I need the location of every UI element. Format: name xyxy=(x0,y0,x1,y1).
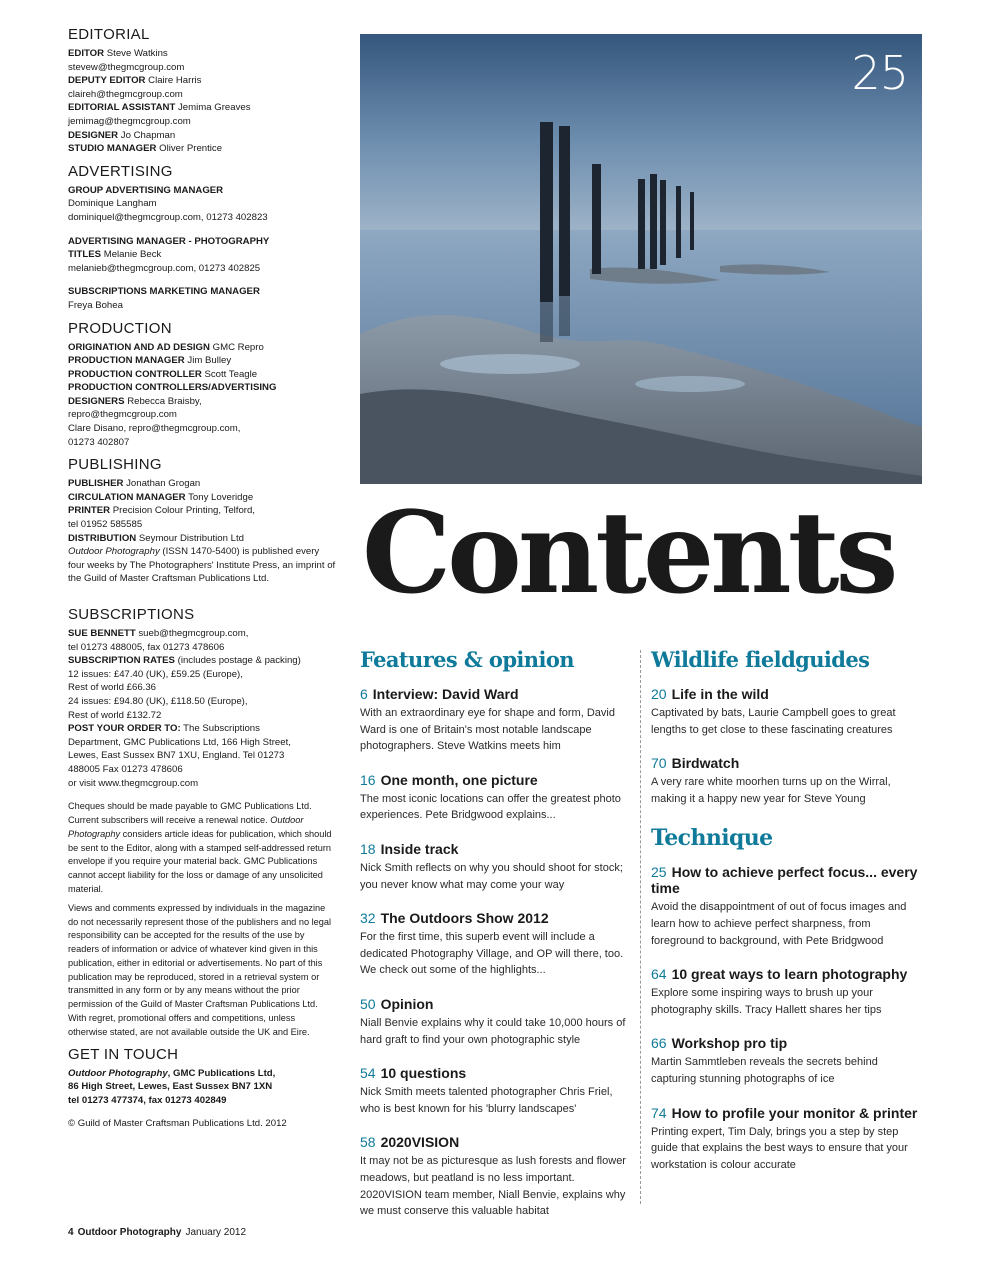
contents-item-page: 25 xyxy=(651,864,667,881)
contents-item[interactable] xyxy=(360,772,632,824)
credit-label: PRODUCTION CONTROLLER xyxy=(68,368,202,380)
contents-item-page: 20 xyxy=(651,686,667,702)
subscriptions-lines xyxy=(68,627,336,790)
credit-text: sueb@thegmcgroup.com, xyxy=(138,628,249,639)
tide-pool xyxy=(440,354,580,374)
credit-line xyxy=(68,722,336,736)
credit-line xyxy=(68,115,336,129)
contents-item[interactable] xyxy=(651,755,923,807)
credit-text: (includes postage & packing) xyxy=(177,655,301,667)
contents-item-heading: The Outdoors Show 2012 xyxy=(380,910,549,927)
technique-heading: Technique xyxy=(651,825,773,852)
credit-line xyxy=(68,668,336,682)
spacer xyxy=(68,275,336,285)
credit-text: melanieb@thegmcgroup.com, 01273 402825 xyxy=(68,262,261,274)
credit-text: repro@thegmcgroup.com xyxy=(68,409,177,421)
contents-item[interactable] xyxy=(360,1065,632,1117)
credit-text: 488005 Fax 01273 478606 xyxy=(68,763,183,775)
legal-paragraph-2: Views and comments expressed by individuals in the magazine do not necessarily represent those of the publishers and no legal responsibility can be accepted for the results of the use by readers of information or advice of whatever kind given in this publication, either in editorial or advertisements. No part of this publication may be reproduced, stored in a retrieval system or transmitted in any form or by any means without the prior permission of the Guild of Master Craftsman Publications Ltd. With regret, promotional offers and competitions, unless otherwise stated, are not available outside the UK and Eire. xyxy=(68,902,332,1037)
credit-label: CIRCULATION MANAGER xyxy=(68,491,186,503)
masthead-column xyxy=(68,26,336,1131)
credit-text: Department, GMC Publications Ltd, 166 High Street, xyxy=(68,736,291,748)
contents-item-heading: Workshop pro tip xyxy=(671,1035,788,1052)
contents-item-title xyxy=(651,1105,923,1121)
credit-label: ORIGINATION AND AD DESIGN xyxy=(68,341,210,353)
contents-item-page: 50 xyxy=(360,995,376,1012)
credit-label: EDITORIAL ASSISTANT xyxy=(68,102,176,114)
credit-text: 01273 402807 xyxy=(68,436,130,448)
credit-label: PRODUCTION MANAGER xyxy=(68,355,185,367)
contents-item-description: Nick Smith reflects on why you should shoot for stock; you never know what may come your way xyxy=(360,861,623,891)
subscriptions-heading: SUBSCRIPTIONS xyxy=(68,606,195,623)
credit-line xyxy=(68,197,336,211)
contents-item[interactable] xyxy=(360,910,632,979)
contents-item-description: Martin Sammtleben reveals the secrets behind capturing stunning photographs of ice xyxy=(651,1056,878,1085)
credit-line xyxy=(68,408,336,422)
production-heading: PRODUCTION xyxy=(68,319,172,337)
contact-italic: Outdoor Photography xyxy=(68,1067,168,1079)
credit-text: Rest of world £132.72 xyxy=(68,709,162,721)
contents-item-title xyxy=(360,841,632,857)
contents-item-page: 64 xyxy=(651,966,667,983)
credit-line xyxy=(68,262,336,276)
advertising-heading: ADVERTISING xyxy=(68,162,173,180)
credit-label: GROUP ADVERTISING MANAGER xyxy=(68,184,224,196)
technique-list xyxy=(651,864,923,1173)
credit-line xyxy=(68,74,336,88)
contact-heading: GET IN TOUCH xyxy=(68,1045,179,1063)
credit-line xyxy=(68,142,336,156)
wildlife-list xyxy=(651,686,923,807)
credit-text: stevew@thegmcgroup.com xyxy=(68,61,185,73)
spacer xyxy=(68,225,336,235)
contents-item-description: Niall Benvie explains why it could take 10,000 hours of hard graft to find your own photographic style xyxy=(360,1016,626,1046)
credit-text: Seymour Distribution Ltd xyxy=(138,532,244,544)
credit-line xyxy=(68,709,336,723)
production-lines xyxy=(68,341,336,450)
credit-text: Claire Harris xyxy=(148,75,202,87)
credit-line xyxy=(68,61,336,75)
publishing-note-text: (ISSN 1470-5400) is published every four weeks by The Photographers' Institute Press, an imprint of the Guild of Master Craftsman Publications Ltd. xyxy=(68,546,336,585)
contact-line1-text: , GMC Publications Ltd, xyxy=(167,1067,276,1079)
credit-line xyxy=(68,491,336,505)
credit-label: PUBLISHER xyxy=(68,478,124,490)
contents-item[interactable] xyxy=(360,1134,632,1219)
credit-text: GMC Repro xyxy=(212,341,264,353)
credit-line xyxy=(68,749,336,763)
contents-item-description: For the first time, this superb event will include a dedicated Photography Village, and OP will there, too. We check out some of the highlights... xyxy=(360,931,624,977)
contents-item[interactable] xyxy=(651,966,923,1018)
credit-label: PRODUCTION CONTROLLERS/ADVERTISING xyxy=(68,382,277,394)
credit-line xyxy=(68,436,336,450)
editorial-lines xyxy=(68,47,336,156)
contents-item-title xyxy=(360,910,632,926)
publishing-heading: PUBLISHING xyxy=(68,456,162,474)
credit-line xyxy=(68,248,336,262)
contents-item[interactable] xyxy=(651,1035,923,1087)
credit-text: claireh@thegmcgroup.com xyxy=(68,88,183,100)
credit-label: DESIGNER xyxy=(68,129,119,141)
credit-text: dominiquel@thegmcgroup.com, 01273 402823 xyxy=(68,211,268,223)
credit-line xyxy=(68,518,336,532)
contents-item-title xyxy=(651,686,923,702)
page-footer xyxy=(68,1227,246,1238)
credit-text: Steve Watkins xyxy=(106,48,168,59)
contents-item-title xyxy=(360,686,632,702)
credit-label: EDITOR xyxy=(68,48,105,59)
contents-item[interactable] xyxy=(360,996,632,1048)
credit-text: 24 issues: £94.80 (UK), £118.50 (Europe), xyxy=(68,695,248,707)
credit-line xyxy=(68,641,336,655)
contents-item-description: Avoid the disappointment of out of focus images and learn how to achieve perfect sharpness, from foreground to background, with Pete Bridgwood xyxy=(651,901,907,947)
credit-text: Jo Chapman xyxy=(120,129,176,141)
credit-line xyxy=(68,299,336,313)
hero-photo xyxy=(360,34,922,484)
legal-p1-a: Cheques should be made payable to GMC Publications Ltd. Current subscribers will receive a renewal notice. xyxy=(68,801,312,825)
credit-line xyxy=(68,235,336,249)
contact-line-2: 86 High Street, Lewes, East Sussex BN7 1XN xyxy=(68,1081,273,1093)
publishing-lines xyxy=(68,477,336,545)
credit-label: SUBSCRIPTIONS MARKETING MANAGER xyxy=(68,286,260,298)
credit-line xyxy=(68,681,336,695)
credit-text: The Subscriptions xyxy=(183,723,260,735)
contents-item-page: 18 xyxy=(360,840,376,857)
contents-item-page: 70 xyxy=(651,755,667,772)
contact-line-1 xyxy=(68,1067,336,1081)
contents-item-title xyxy=(360,996,632,1012)
folio-number: 4 xyxy=(68,1227,74,1238)
publishing-note xyxy=(68,545,336,586)
contents-item-page: 16 xyxy=(360,771,376,788)
credit-line xyxy=(68,395,336,409)
seascape-illustration xyxy=(360,34,922,484)
credit-text: Tony Loveridge xyxy=(188,491,254,503)
column-divider xyxy=(640,650,641,1204)
contents-item[interactable] xyxy=(360,686,632,755)
credit-text: Freya Bohea xyxy=(68,299,123,311)
credit-label: DISTRIBUTION xyxy=(68,532,137,544)
legal-p1-b: considers article ideas for publication, which should be sent to the Editor, along with a stamped self-addressed return envelope if you require your material back. GMC Publications cannot accept liability for the loss or damage of any unsolicited material. xyxy=(68,828,332,894)
footer-brand: Outdoor Photography xyxy=(77,1227,182,1238)
contents-item-page: 32 xyxy=(360,910,376,927)
credit-line xyxy=(68,368,336,382)
credit-text: 12 issues: £47.40 (UK), £59.25 (Europe), xyxy=(68,668,243,680)
credit-line xyxy=(68,285,336,299)
credit-line xyxy=(68,101,336,115)
tide-pool-2 xyxy=(635,376,745,392)
credit-text: Precision Colour Printing, Telford, xyxy=(112,505,255,517)
contents-item[interactable] xyxy=(651,864,923,949)
credit-label: STUDIO MANAGER xyxy=(68,143,157,155)
editorial-heading: EDITORIAL xyxy=(68,26,150,43)
credit-text: or visit www.thegmcgroup.com xyxy=(68,777,199,789)
contents-item-title xyxy=(651,755,923,771)
credit-text: Jonathan Grogan xyxy=(126,478,201,490)
contents-item-heading: 10 questions xyxy=(380,1065,467,1082)
contents-item-heading: 2020VISION xyxy=(380,1134,460,1151)
credit-line xyxy=(68,532,336,546)
features-column xyxy=(360,646,632,1237)
contents-item-description: A very rare white moorhen turns up on the Wirral, making it a happy new year for Steve Young xyxy=(651,776,891,805)
credit-line xyxy=(68,627,336,641)
contents-item-title xyxy=(360,772,632,788)
credit-label: SUBSCRIPTION RATES xyxy=(68,655,175,667)
credit-text: Lewes, East Sussex BN7 1XU, England. Tel 01273 xyxy=(68,750,285,762)
wildlife-technique-column xyxy=(651,646,923,1190)
credit-line xyxy=(68,477,336,491)
contents-item-heading: Interview: David Ward xyxy=(372,686,519,702)
credit-text: Jemima Greaves xyxy=(178,102,251,114)
legal-text xyxy=(68,800,336,1040)
credit-label: DESIGNERS xyxy=(68,395,125,407)
footer-issue: January 2012 xyxy=(185,1227,247,1238)
contact-line-3: tel 01273 477374, fax 01273 402849 xyxy=(68,1094,227,1106)
contents-item[interactable] xyxy=(651,686,923,738)
contents-item-description: The most iconic locations can offer the greatest photo experiences. Pete Bridgwood explains... xyxy=(360,792,621,822)
credit-label: SUE BENNETT xyxy=(68,628,136,639)
credit-line xyxy=(68,47,336,61)
credit-text: tel 01273 488005, fax 01273 478606 xyxy=(68,641,225,653)
contents-title: Contents xyxy=(362,488,895,619)
features-heading: Features & opinion xyxy=(360,647,574,672)
credit-text: tel 01952 585585 xyxy=(68,519,143,531)
contents-item-title xyxy=(651,864,923,896)
contents-item-description: Nick Smith meets talented photographer Chris Friel, who is best known for his 'blurry landscapes' xyxy=(360,1086,613,1115)
credit-label: DEPUTY EDITOR xyxy=(68,75,146,87)
credit-text: Dominique Langham xyxy=(68,198,157,210)
publishing-note-italic: Outdoor Photography xyxy=(68,546,160,558)
credit-line xyxy=(68,736,336,750)
contents-item-heading: One month, one picture xyxy=(380,771,538,788)
contents-item-heading: Birdwatch xyxy=(671,755,740,772)
credit-line xyxy=(68,184,336,198)
credit-line xyxy=(68,763,336,777)
advertising-lines xyxy=(68,184,336,313)
feature-page-number: 25 xyxy=(851,46,908,100)
credit-text: Melanie Beck xyxy=(103,249,162,261)
credit-line xyxy=(68,422,336,436)
contents-item-heading: Opinion xyxy=(380,995,434,1012)
credit-label: PRINTER xyxy=(68,505,111,517)
contents-item-heading: How to achieve perfect focus... every time xyxy=(651,864,918,897)
credit-label: TITLES xyxy=(68,249,102,261)
credit-line xyxy=(68,129,336,143)
legal-paragraph-1 xyxy=(68,800,336,897)
contents-item-description: Printing expert, Tim Daly, brings you a step by step guide that explains the best ways to ensure that your workstation is colour accurate xyxy=(651,1125,908,1171)
credit-line xyxy=(68,777,336,791)
contents-item-description: With an extraordinary eye for shape and form, David Ward is one of Britain's most notable landscape photographers. Steve Watkins meets him xyxy=(360,707,615,753)
contents-item-page: 58 xyxy=(360,1134,376,1151)
contents-item-description: Captivated by bats, Laurie Campbell goes to great lengths to get close to these fascinating creatures xyxy=(651,707,896,736)
credit-text: Oliver Prentice xyxy=(159,143,223,155)
credit-line xyxy=(68,341,336,355)
credit-text: Rest of world £66.36 xyxy=(68,682,156,694)
credit-line xyxy=(68,88,336,102)
credit-text: Rebecca Braisby, xyxy=(127,395,202,407)
credit-line xyxy=(68,381,336,395)
credit-line xyxy=(68,354,336,368)
credit-label: POST YOUR ORDER TO: xyxy=(68,723,181,735)
contents-item-page: 66 xyxy=(651,1035,667,1052)
credit-text: jemimag@thegmcgroup.com xyxy=(68,115,191,127)
credit-text: Jim Bulley xyxy=(187,355,232,367)
credit-text: Clare Disano, repro@thegmcgroup.com, xyxy=(68,423,241,435)
credit-line xyxy=(68,695,336,709)
contents-item-title xyxy=(360,1065,632,1081)
contents-item[interactable] xyxy=(651,1105,923,1174)
contents-item-heading: 10 great ways to learn photography xyxy=(671,966,908,983)
credit-text: Scott Teagle xyxy=(204,368,258,380)
wildlife-heading: Wildlife fieldguides xyxy=(651,647,870,672)
credit-line xyxy=(68,504,336,518)
credit-line xyxy=(68,654,336,668)
legal-p1-italic: Outdoor Photography xyxy=(68,814,304,839)
credit-label: ADVERTISING MANAGER - PHOTOGRAPHY xyxy=(68,235,270,247)
contents-item-title xyxy=(651,966,923,982)
contents-item-title xyxy=(360,1134,632,1150)
contents-item-heading: Inside track xyxy=(380,840,459,857)
contents-item-description: Explore some inspiring ways to brush up your photography skills. Tracy Hallett shares her tips xyxy=(651,987,882,1016)
contents-item[interactable] xyxy=(360,841,632,893)
copyright: © Guild of Master Craftsman Publications Ltd. 2012 xyxy=(68,1118,287,1130)
contents-item-page: 74 xyxy=(651,1104,667,1121)
contents-item-heading: How to profile your monitor & printer xyxy=(671,1104,918,1121)
contents-item-title xyxy=(651,1035,923,1051)
contents-item-description: It may not be as picturesque as lush forests and flower meadows, but peatland is no less important. 2020VISION team member, Niall Benvie, explains why we must conserve this valuable habitat xyxy=(360,1155,626,1218)
contents-item-page: 6 xyxy=(360,686,368,702)
contents-item-heading: Life in the wild xyxy=(671,686,769,702)
contents-item-page: 54 xyxy=(360,1065,376,1082)
features-list xyxy=(360,686,632,1220)
credit-line xyxy=(68,211,336,225)
